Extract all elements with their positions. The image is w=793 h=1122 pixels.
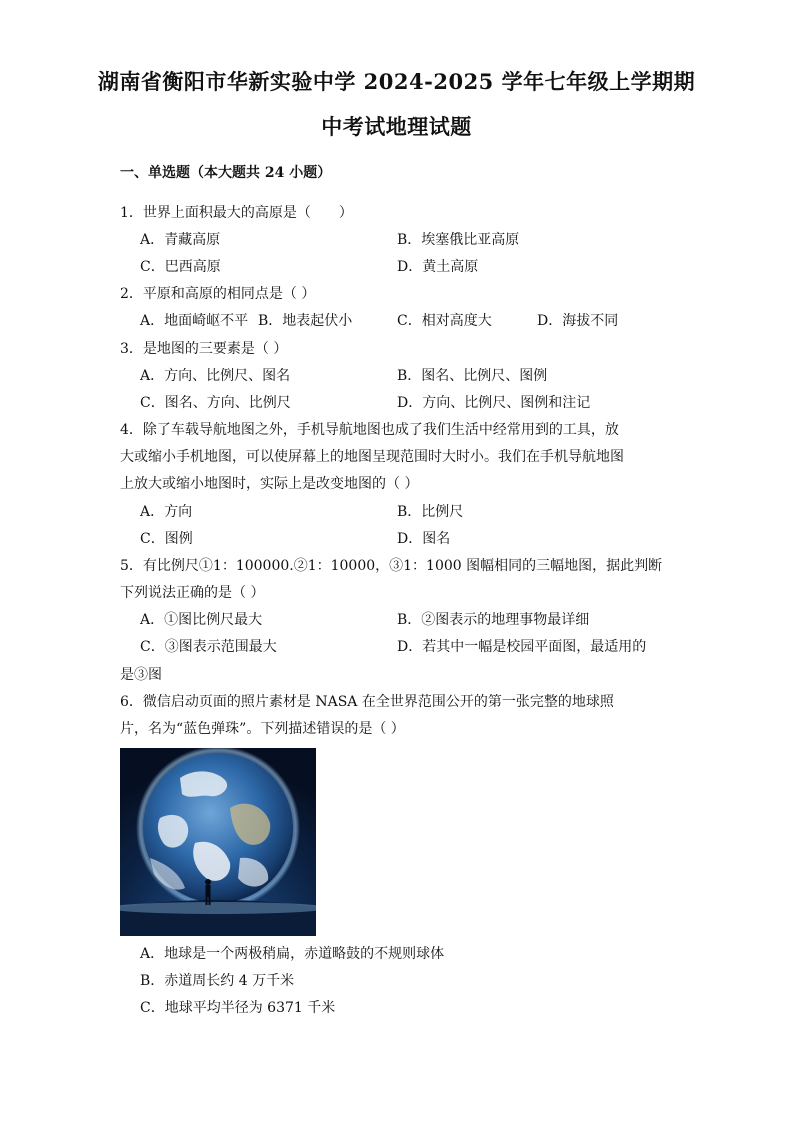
q1-stem: 1．世界上面积最大的高原是（ ） <box>120 205 353 221</box>
q3-option-a: A．方向、比例尺、图名 <box>140 368 291 384</box>
q6-stem-line2: 片，名为“蓝色弹珠”。下列描述错误的是（ ） <box>120 721 405 737</box>
q4-option-d: D．图名 <box>397 531 451 547</box>
blue-marble-earth-image <box>120 748 316 936</box>
q1-option-d: D．黄土高原 <box>397 259 479 275</box>
q3-stem: 3．是地图的三要素是（ ） <box>120 341 288 357</box>
q6-option-b: B．赤道周长约 4 万千米 <box>140 973 295 989</box>
q1-option-a: A．青藏高原 <box>140 232 221 248</box>
q1-option-b: B．埃塞俄比亚高原 <box>397 232 520 248</box>
q6-option-c: C．地球平均半径为 6371 千米 <box>140 1000 336 1016</box>
q4-option-c: C．图例 <box>140 531 193 547</box>
q2-option-c: C．相对高度大 <box>397 313 492 329</box>
section-heading: 一、单选题（本大题共 24 小题） <box>120 165 332 181</box>
q4-stem-line3: 上放大或缩小地图时，实际上是改变地图的（ ） <box>120 476 419 492</box>
q2-option-a: A．地面崎岖不平 <box>140 313 249 329</box>
q6-stem-line1: 6．微信启动页面的照片素材是 NASA 在全世界范围公开的第一张完整的地球照 <box>120 694 614 710</box>
q3-option-b: B．图名、比例尺、图例 <box>397 368 548 384</box>
q5-stem-line2: 下列说法正确的是（ ） <box>120 585 265 601</box>
q5-option-c: C．③图表示范围最大 <box>140 639 277 655</box>
q3-option-d: D．方向、比例尺、图例和注记 <box>397 395 591 411</box>
q4-stem-line1: 4．除了车载导航地图之外，手机导航地图也成了我们生活中经常用到的工具，放 <box>120 422 619 438</box>
earth-illustration <box>120 748 316 936</box>
q4-option-b: B．比例尺 <box>397 504 464 520</box>
q5-option-d: D．若其中一幅是校园平面图，最适用的 <box>397 639 647 655</box>
q4-stem-line2: 大或缩小手机地图，可以使屏幕上的地图呈现范围时大时小。我们在手机导航地图 <box>120 449 624 465</box>
exam-title-line2: 中考试地理试题 <box>321 114 472 139</box>
q5-option-a: A．①图比例尺最大 <box>140 612 263 628</box>
exam-title-line1: 湖南省衡阳市华新实验中学 2024-2025 学年七年级上学期期 <box>97 69 696 94</box>
q6-option-a: A．地球是一个两极稍扁，赤道略鼓的不规则球体 <box>140 946 445 962</box>
q2-option-b: B．地表起伏小 <box>258 313 353 329</box>
q2-stem: 2．平原和高原的相同点是（ ） <box>120 286 316 302</box>
q5-option-d-continued: 是③图 <box>120 667 162 683</box>
q5-stem-line1: 5．有比例尺①1：100000.②1：10000，③1：1000 图幅相同的三幅地图，据此判断 <box>120 558 663 574</box>
q1-option-c: C．巴西高原 <box>140 259 221 275</box>
q3-option-c: C．图名、方向、比例尺 <box>140 395 291 411</box>
q2-option-d: D．海拔不同 <box>537 313 619 329</box>
q4-option-a: A．方向 <box>140 504 193 520</box>
q5-option-b: B．②图表示的地理事物最详细 <box>397 612 590 628</box>
